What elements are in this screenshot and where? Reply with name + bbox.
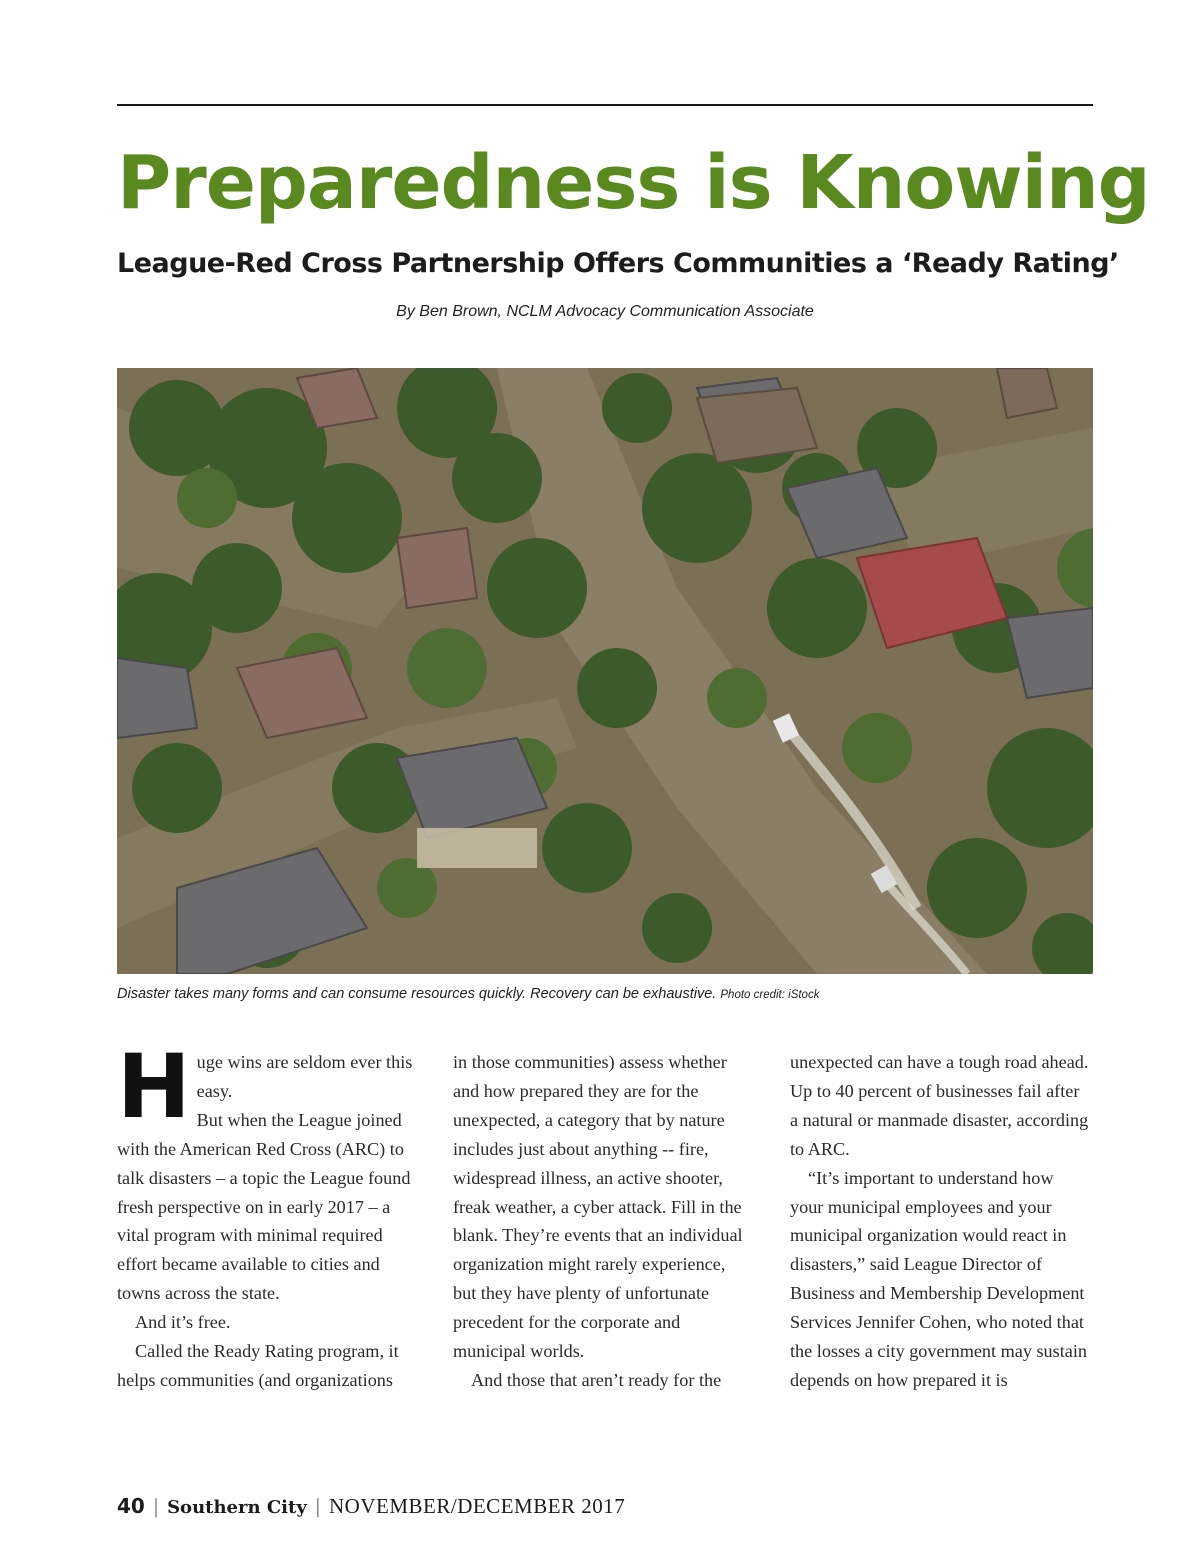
- flood-aerial-photo: [117, 368, 1093, 974]
- paragraph: Called the Ready Rating program, it helps communities (and organizations: [117, 1341, 399, 1390]
- magazine-name: Southern City: [167, 1497, 307, 1518]
- article-title: Preparedness is Knowing: [117, 140, 1150, 226]
- caption-text: Disaster takes many forms and can consume resources quickly. Recovery can be exhaustive.: [117, 986, 717, 1002]
- paragraph: in those communities) assess whether and how prepared they are for the unexpected, a category that by nature includes just about anything -- fire, widespread illness, an active shooter, freak weather, a cyber attack. Fill in the blank. They’re events that an individual organization might rarely experience, but they have plenty of unfortunate precedent for the corporate and municipal worlds.: [453, 1052, 743, 1362]
- page-footer: [117, 1494, 625, 1519]
- paragraph: uge wins are seldom ever this easy.: [196, 1052, 413, 1101]
- body-column-2: [453, 1048, 753, 1395]
- byline: By Ben Brown, NCLM Advocacy Communication Associate: [396, 303, 814, 320]
- issue-date: NOVEMBER/DECEMBER 2017: [329, 1494, 626, 1518]
- paragraph: “It’s important to understand how your municipal employees and your municipal organization would react in disasters,” said League Director of Business and Membership Development Services Jennifer Cohen, who noted that the losses a city government may sustain depends on how prepared it is: [790, 1167, 1088, 1390]
- drop-cap: H: [117, 1035, 191, 1138]
- article-subtitle: League-Red Cross Partnership Offers Communities a ‘Ready Rating’: [117, 248, 1119, 279]
- paragraph: And it’s free.: [135, 1312, 231, 1333]
- page-number: 40: [117, 1494, 145, 1518]
- paragraph: And those that aren’t ready for the: [471, 1369, 722, 1390]
- photo-caption: [117, 986, 1093, 1002]
- body-column-3: [790, 1048, 1090, 1395]
- footer-separator: |: [153, 1494, 159, 1518]
- body-column-1: [117, 1035, 417, 1395]
- photo-credit: Photo credit: iStock: [720, 989, 820, 1001]
- paragraph: But when the League joined with the American Red Cross (ARC) to talk disasters – a topic the League found fresh perspective on in early 2017 – a vital program with minimal required effort became available to cities and towns across the state.: [117, 1109, 411, 1304]
- top-rule: [117, 104, 1093, 106]
- paragraph: unexpected can have a tough road ahead. Up to 40 percent of businesses fail after a natural or manmade disaster, according to ARC.: [790, 1052, 1089, 1159]
- footer-separator: |: [315, 1494, 321, 1518]
